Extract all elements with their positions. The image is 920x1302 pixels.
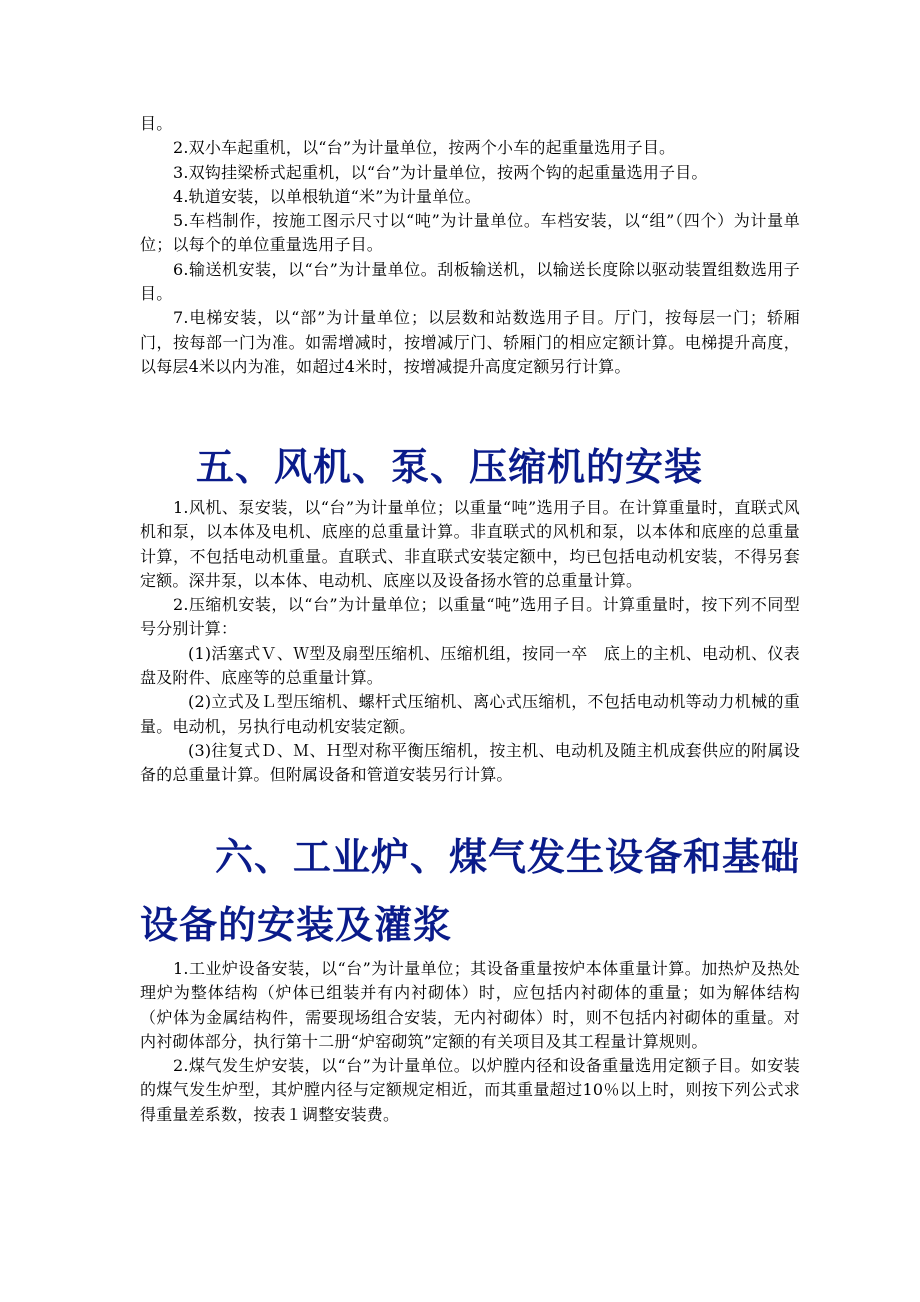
- text-block-section-6: [140, 957, 800, 1127]
- paragraph: 2.煤气发生炉安装，以“台”为计量单位。以炉膛内径和设备重量选用定额子目。如安装的煤气发生炉型，其炉膛内径与定额规定相近，而其重量超过10％以上时，则按下列公式求得重量差系数，按表１调整安装费。: [140, 1056, 800, 1124]
- paragraph: 1.风机、泵安装，以“台”为计量单位；以重量“吨”选用子目。在计算重量时，直联式风机和泵，以本体及电机、底座的总重量计算。非直联式的风机和泵，以本体和底座的总重量计算，不包括电动机重量。直联式、非直联式安装定额中，均已包括电动机安装，不得另套定额。深井泵，以本体、电动机、底座以及设备扬水管的总重量计算。: [140, 498, 800, 590]
- text-block-section-5: [140, 496, 800, 788]
- paragraph: 5.车档制作，按施工图示尺寸以“吨”为计量单位。车档安装，以“组”（四个）为计量单位；以每个的单位重量选用子目。: [140, 211, 800, 255]
- paragraph: 7.电梯安装，以“部”为计量单位；以层数和站数选用子目。厅门，按每层一门；轿厢门，按每部一门为准。如需增减时，按增减厅门、轿厢门的相应定额计算。电梯提升高度，以每层4米以内为准，如超过4米时，按增减提升高度定额另行计算。: [140, 308, 800, 376]
- paragraph: 2.压缩机安装，以“台”为计量单位；以重量“吨”选用子目。计算重量时，按下列不同型号分别计算：: [140, 595, 800, 639]
- paragraph: 2.双小车起重机，以“台”为计量单位，按两个小车的起重量选用子目。: [173, 138, 676, 158]
- section-heading-6-line-1: 六、工业炉、煤气发生设备和基础: [215, 834, 801, 879]
- paragraph: 3.双钩挂梁桥式起重机，以“台”为计量单位，按两个钩的起重量选用子目。: [173, 162, 708, 182]
- paragraph: 4.轨道安装，以单根轨道“米”为计量单位。: [173, 186, 481, 206]
- paragraph: (3)往复式Ｄ、Ｍ、Ｈ型对称平衡压缩机，按主机、电动机及随主机成套供应的附属设备的总重量计算。但附属设备和管道安装另行计算。: [140, 740, 800, 785]
- paragraph: 1.工业炉设备安装，以“台”为计量单位；其设备重量按炉本体重量计算。加热炉及热处理炉为整体结构（炉体已组装并有内衬砌体）时，应包括内衬砌体的重量；如为解体结构（炉体为金属结构件，需要现场组合安装，无内衬砌体）时，则不包括内衬砌体的重量。对内衬砌体部分，执行第十二册“炉窑砌筑”定额的有关项目及其工程量计算规则。: [140, 959, 800, 1051]
- text-block-top: [140, 112, 800, 379]
- section-heading-5: 五、风机、泵、压缩机的安装: [196, 444, 704, 489]
- section-heading-6-line-2: 设备的安装及灌浆: [140, 902, 453, 947]
- paragraph: (1)活塞式Ｖ、Ｗ型及扇型压缩机、压缩机组，按同一卒 底上的主机、电动机、仪表盘及附件、底座等的总重量计算。: [140, 643, 800, 688]
- paragraph: 6.输送机安装，以“台”为计量单位。刮板输送机，以输送长度除以驱动装置组数选用子目。: [140, 259, 800, 304]
- paragraph: (2)立式及Ｌ型压缩机、螺杆式压缩机、离心式压缩机，不包括电动机等动力机械的重量。电动机，另执行电动机安装定额。: [140, 692, 800, 736]
- paragraph: 目。: [140, 114, 173, 133]
